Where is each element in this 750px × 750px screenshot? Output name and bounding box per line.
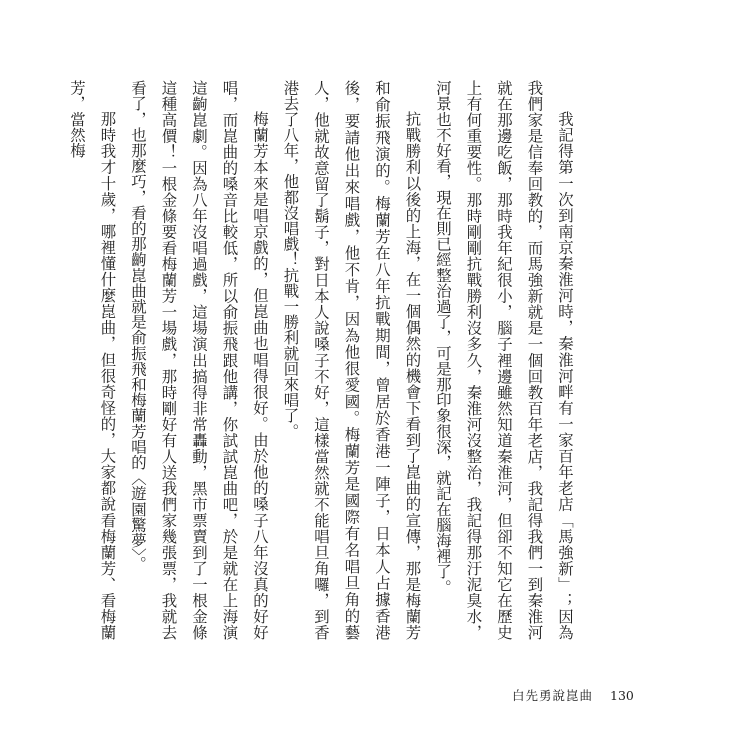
paragraph-2: 抗戰勝利以後的上海，在一個偶然的機會下看到了崑曲的宣傳，那是梅蘭芳和俞振飛演的。梅蘭芳在八年抗戰期間，曾居於香港一陣子，日本人占據香港後，要請他出來唱戲，他不肯，因為他很愛國。梅蘭芳是國際有名唱旦角的藝人，他就故意留了鬍子，對日本人說嗓子不好，這樣當然就不能唱旦角囉，到香港去了八年，他都沒唱戲！抗戰一勝利就回來唱了。	[281, 80, 422, 640]
page-footer	[512, 686, 634, 704]
page-number: 130	[610, 688, 634, 703]
book-title: 白先勇說崑曲	[512, 688, 594, 703]
paragraph-4: 那時我才十歲，哪裡懂什麼崑曲，但很奇怪的，大家都說看梅蘭芳、看梅蘭芳，當然梅	[68, 80, 117, 640]
paragraph-3: 梅蘭芳本來是唱京戲的，但崑曲也唱得很好。由於他的嗓子八年沒真的好好唱，而崑曲的嗓音比較低，所以俞振飛跟他講，你試試崑曲吧，於是就在上海演這齣崑劇。因為八年沒唱過戲，這場演出搞得非常轟動，黑市票賣到了一根金條這種高價！一根金條要看梅蘭芳一場戲，那時剛好有人送我們家幾張票，我就去看了，也那麼巧，看的那齣崑曲就是俞振飛和梅蘭芳唱的〈遊園驚夢〉。	[129, 80, 269, 640]
body-text	[68, 80, 580, 640]
paragraph-1: 我記得第一次到南京秦淮河時，秦淮河畔有一家百年老店「馬強新」；因為我們家是信奉回教的，而馬強新就是一個回教百年老店，我記得我們一到秦淮河就在那邊吃飯，那時我年紀很小，腦子裡邊雖然知道秦淮河，但卻不知它在歷史上有何重要性。那時剛剛抗戰勝利沒多久，秦淮河沒整治，我記得那汙泥臭水，河景也不好看，現在則已經整治過了，可是那印象很深，就記在腦海裡了。	[434, 80, 574, 640]
